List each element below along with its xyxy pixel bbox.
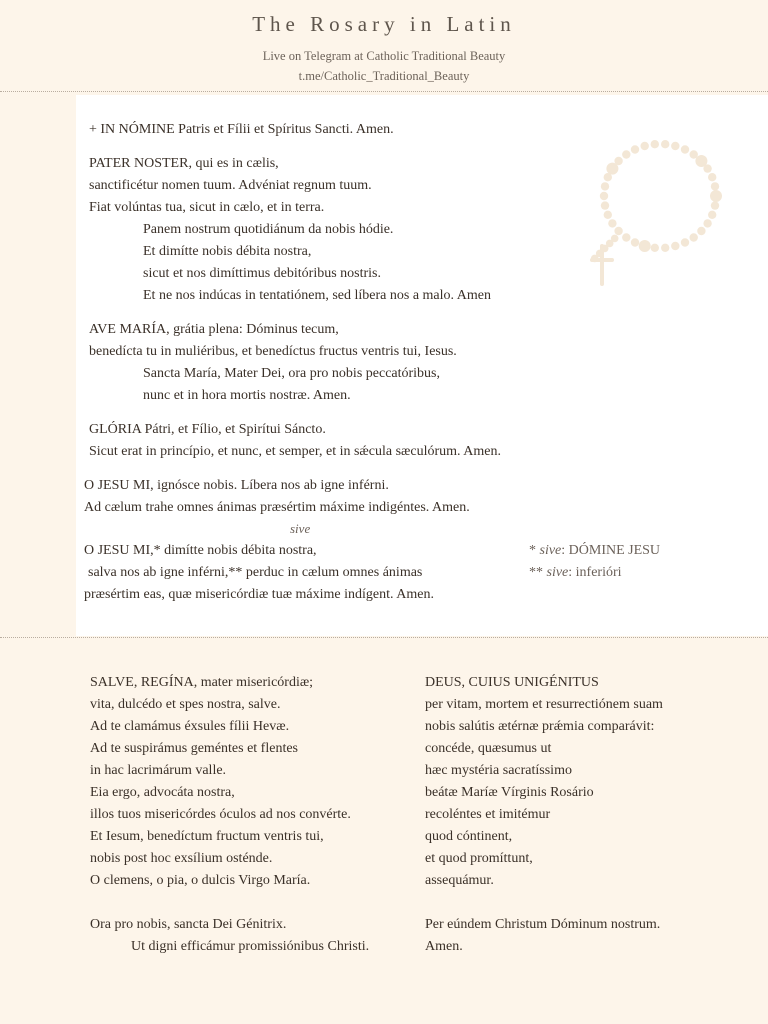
sign-of-cross: + IN NÓMINE Patris et Fílii et Spíritus Sancti. Amen. xyxy=(89,122,394,137)
pater-noster-line: Et ne nos indúcas in tentatiónem, sed líbera nos a malo. Amen xyxy=(143,288,491,303)
deus-cuius-line: beátæ Maríæ Vírginis Rosário xyxy=(425,785,594,800)
deus-cuius-line: DEUS, CUIUS UNIGÉNITUS xyxy=(425,675,599,690)
ave-maria-line: nunc et in hora mortis nostræ. Amen. xyxy=(143,388,351,403)
rosary-bead xyxy=(703,219,711,227)
salve-regina-line: in hac lacrimárum valle. xyxy=(90,763,227,778)
salve-regina-line: Ad te suspirámus geméntes et flentes xyxy=(90,741,299,756)
rosary-bead xyxy=(601,182,609,190)
ave-maria-line: benedícta tu in muliéribus, et benedíctus fructus ventris tui, Iesus. xyxy=(89,344,457,359)
salve-regina-line: illos tuos misericórdes óculos ad nos convérte. xyxy=(90,807,351,822)
rosary-bead xyxy=(708,173,716,181)
salve-regina-line: Ad te clamámus éxsules fílii Hevæ. xyxy=(90,719,290,734)
rosary-bead xyxy=(710,190,722,202)
rosary-bead xyxy=(651,244,659,252)
page-header xyxy=(0,0,768,92)
pater-noster-line: PATER NOSTER, qui es in cælis, xyxy=(89,156,279,171)
deus-cuius-line: hæc mystéria sacratíssimo xyxy=(425,763,572,778)
deus-cuius-line: quod cóntinent, xyxy=(425,829,513,844)
gloria-line: GLÓRIA Pátri, et Fílio, et Spirítui Sáncto. xyxy=(89,422,326,437)
pater-noster-line: sicut et nos dimíttimus debitóribus nostris. xyxy=(143,266,381,281)
fatima-alt-line: præsértim eas, quæ misericórdiæ tuæ máxime indígent. Amen. xyxy=(84,587,434,602)
deus-cuius-line: recoléntes et imitémur xyxy=(425,807,551,822)
salve-regina-line: nobis post hoc exsílium osténde. xyxy=(90,851,273,866)
rosary-bead xyxy=(601,201,609,209)
footnote-1: * sive: DÓMINE JESU xyxy=(529,543,661,558)
fatima-prayer-line: O JESU MI, ignósce nobis. Líbera nos ab igne inférni. xyxy=(84,478,389,493)
salve-regina-line: Eia ergo, advocáta nostra, xyxy=(90,785,235,800)
rosary-bead xyxy=(697,227,705,235)
pater-noster-line: Et dimítte nobis débita nostra, xyxy=(143,244,312,259)
salve-regina-line: vita, dulcédo et spes nostra, salve. xyxy=(90,697,281,712)
rosary-bead xyxy=(604,211,612,219)
rosary-bead xyxy=(681,238,689,246)
rosary-icon xyxy=(580,138,725,288)
rosary-bead xyxy=(639,240,651,252)
deus-cuius-line: per vitam, mortem et resurrectiónem suam xyxy=(425,697,663,712)
pater-noster-line: sanctificétur nomen tuum. Advéniat regnum tuum. xyxy=(89,178,372,193)
rosary-bead xyxy=(711,201,719,209)
salve-regina-line: Et Iesum, benedíctum fructum ventris tui, xyxy=(90,829,324,844)
rosary-bead xyxy=(631,145,639,153)
rosary-bead xyxy=(703,164,711,172)
page-subtitle: Live on Telegram at Catholic Traditional Beauty xyxy=(262,49,506,63)
fatima-alt-line: salva nos ab igne inférni,** perduc in cælum omnes ánimas xyxy=(88,565,423,580)
salve-versicle: Ora pro nobis, sancta Dei Génitrix. xyxy=(90,917,287,932)
deus-cuius-line: assequámur. xyxy=(425,873,494,888)
gloria-line: Sicut erat in princípio, et nunc, et semper, et in sǽcula sæculórum. Amen. xyxy=(89,444,501,459)
rosary-bead xyxy=(651,140,659,148)
rosary-bead xyxy=(608,219,616,227)
rosary-bead xyxy=(681,145,689,153)
deus-closing-line: Amen. xyxy=(425,939,463,954)
rosary-bead xyxy=(622,233,630,241)
rosary-bead xyxy=(614,157,622,165)
rosary-bead xyxy=(661,140,669,148)
telegram-link[interactable]: t.me/Catholic_Traditional_Beauty xyxy=(298,69,470,83)
fatima-alt-line: O JESU MI,* dimítte nobis débita nostra, xyxy=(84,543,317,558)
pater-noster-line: Fiat volúntas tua, sicut in cælo, et in terra. xyxy=(89,200,325,215)
salve-regina-line: SALVE, REGÍNA, mater misericórdiæ; xyxy=(90,675,314,690)
rosary-bead xyxy=(600,192,608,200)
rosary-bead xyxy=(622,150,630,158)
deus-cuius-line: concéde, quæsumus ut xyxy=(425,741,552,756)
rosary-bead xyxy=(671,242,679,250)
rosary-bead xyxy=(661,244,669,252)
header-divider xyxy=(0,91,768,92)
sive-label: sive xyxy=(290,521,311,536)
salve-regina-line: O clemens, o pia, o dulcis Virgo María. xyxy=(90,873,311,888)
deus-cuius-line: nobis salútis ætérnæ prǽmia comparávit: xyxy=(425,719,655,734)
section-divider xyxy=(0,637,768,638)
ave-maria-line: AVE MARÍA, grátia plena: Dóminus tecum, xyxy=(89,322,339,337)
rosary-bead xyxy=(671,142,679,150)
rosary-bead xyxy=(614,227,622,235)
pater-noster-line: Panem nostrum quotidiánum da nobis hódie. xyxy=(143,222,394,237)
footnote-2: ** sive: inferióri xyxy=(529,565,622,580)
rosary-bead xyxy=(708,211,716,219)
ave-maria-line: Sancta María, Mater Dei, ora pro nobis peccatóribus, xyxy=(143,366,441,381)
rosary-bead xyxy=(690,233,698,241)
rosary-bead xyxy=(641,142,649,150)
deus-cuius-line: et quod promíttunt, xyxy=(425,851,533,866)
salve-response: Ut digni efficámur promissiónibus Christi. xyxy=(131,939,370,954)
fatima-prayer-line: Ad cælum trahe omnes ánimas præsértim máxime indigéntes. Amen. xyxy=(84,500,470,515)
rosary-bead xyxy=(631,238,639,246)
deus-closing-line: Per eúndem Christum Dóminum nostrum. xyxy=(425,917,661,932)
rosary-bead xyxy=(711,182,719,190)
page-title: The Rosary in Latin xyxy=(252,12,516,36)
